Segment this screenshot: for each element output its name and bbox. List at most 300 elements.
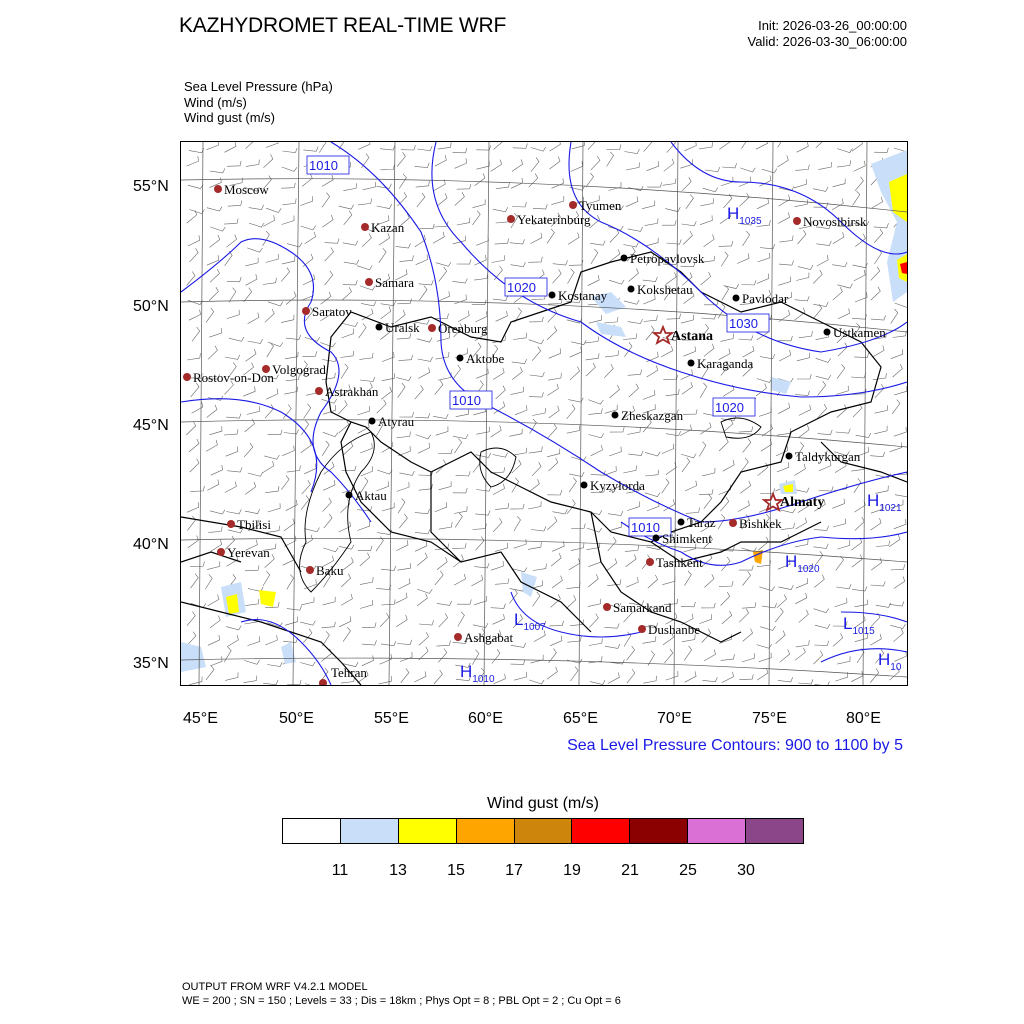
- wind-barb: [642, 201, 655, 209]
- wind-barb: [646, 352, 658, 362]
- wind-barb: [398, 192, 407, 206]
- wind-barb: [419, 280, 434, 285]
- wind-barb: [775, 608, 783, 622]
- city-rostov-on-don: [183, 370, 274, 385]
- wind-barb: [245, 419, 255, 432]
- wind-barb: [473, 199, 486, 207]
- wind-barb: [721, 334, 734, 342]
- wind-barb: [567, 582, 581, 588]
- wind-barb: [628, 319, 643, 324]
- wind-barb: [417, 553, 427, 566]
- wind-barb: [743, 231, 750, 246]
- wind-barb: [837, 656, 850, 664]
- wind-barb: [190, 486, 204, 492]
- wind-barb: [552, 541, 564, 551]
- wind-barb: [471, 575, 482, 586]
- wind-barb: [645, 493, 660, 497]
- wind-barb: [756, 384, 767, 396]
- wind-barb: [244, 443, 253, 457]
- isobar-label: 1010: [309, 158, 338, 173]
- wind-barb: [570, 347, 582, 357]
- svg-text:Zheskazgan: Zheskazgan: [621, 408, 684, 423]
- wind-barb: [737, 253, 749, 263]
- wind-barb: [624, 149, 639, 154]
- wind-barb: [814, 609, 829, 613]
- wind-barb: [740, 193, 750, 206]
- wind-barb: [874, 249, 881, 264]
- wind-barb: [871, 315, 886, 320]
- wind-barb: [835, 672, 847, 681]
- pressure-centers: [460, 204, 902, 685]
- wind-barb: [225, 355, 240, 360]
- wind-barb: [780, 236, 794, 243]
- wind-barb: [721, 557, 730, 571]
- wind-barb: [719, 241, 733, 246]
- wind-barb: [553, 260, 568, 265]
- wind-barb: [304, 464, 316, 474]
- wind-barb: [437, 601, 452, 606]
- wind-barb: [456, 471, 471, 476]
- wind-barb: [188, 536, 199, 548]
- wind-barb: [876, 541, 890, 547]
- wind-barb: [282, 216, 294, 225]
- wind-barb: [589, 614, 598, 628]
- wind-barb: [837, 364, 845, 378]
- wind-barb: [532, 462, 541, 476]
- wind-barb: [245, 482, 256, 494]
- wind-barb: [205, 574, 212, 589]
- wind-barb: [419, 484, 433, 490]
- wind-barb: [814, 575, 824, 588]
- wind-barb: [836, 429, 851, 434]
- wind-barb: [476, 145, 490, 150]
- svg-text:Tehran: Tehran: [331, 665, 367, 680]
- wind-barb: [627, 502, 639, 511]
- wind-barb: [796, 273, 809, 281]
- wind-barb: [589, 638, 602, 645]
- lat-label-35: 35°N: [133, 655, 169, 672]
- wind-barb: [854, 270, 866, 281]
- wind-barb: [532, 347, 540, 361]
- wind-barb: [360, 577, 373, 585]
- wind-barb: [263, 680, 278, 685]
- wind-barb: [436, 640, 450, 646]
- lon-label-60: 60°E: [468, 710, 503, 727]
- wind-barb: [325, 239, 340, 244]
- svg-text:Baku: Baku: [316, 563, 344, 578]
- wind-barb: [303, 629, 312, 643]
- wind-barb: [207, 207, 222, 211]
- isobar-label: 1020: [507, 280, 536, 295]
- legend-label: 19: [563, 862, 581, 879]
- wind-barb: [380, 654, 392, 664]
- wind-barb: [381, 599, 395, 605]
- wind-barb: [396, 376, 411, 380]
- wind-barb: [796, 640, 810, 647]
- wind-barb: [550, 142, 561, 151]
- wind-barb: [610, 229, 619, 243]
- wind-barb: [741, 142, 748, 149]
- wind-barb: [571, 161, 583, 171]
- wind-barb: [856, 433, 871, 438]
- wind-barb: [890, 624, 905, 628]
- wind-barb: [496, 386, 506, 399]
- city-markers: [183, 182, 886, 685]
- wind-barb: [322, 215, 333, 227]
- wind-barb: [266, 389, 278, 400]
- wind-barb: [894, 519, 906, 529]
- wind-barb: [263, 278, 277, 285]
- wind-barb: [778, 142, 785, 148]
- wind-barb: [591, 249, 598, 264]
- wind-barb: [452, 543, 466, 549]
- wind-barb: [496, 311, 508, 321]
- wind-barb: [268, 503, 280, 512]
- wind-barb: [188, 184, 203, 188]
- wind-barb: [514, 672, 527, 680]
- wind-barb: [416, 255, 428, 265]
- city-tashkent: [646, 555, 703, 570]
- wind-barb: [757, 198, 769, 209]
- contour-note: Sea Level Pressure Contours: 900 to 1100 by 5: [567, 737, 903, 754]
- wind-barb: [894, 386, 907, 395]
- wind-barb: [605, 351, 619, 357]
- wind-barb: [419, 286, 427, 301]
- wind-barb: [568, 269, 575, 284]
- wind-barb: [704, 235, 715, 247]
- wind-barb: [777, 595, 787, 608]
- wind-barb: [283, 198, 297, 204]
- wind-barb: [210, 510, 225, 514]
- wind-barb: [245, 509, 260, 513]
- wind-barb: [189, 677, 202, 685]
- wind-barb: [813, 544, 828, 549]
- wind-barb: [415, 541, 427, 551]
- wind-barb: [530, 372, 545, 377]
- wind-barb: [415, 529, 430, 534]
- wind-barb: [836, 386, 848, 395]
- wind-barb: [779, 261, 794, 266]
- wind-barb: [245, 565, 259, 570]
- pressure-center: $H_{1035}$: [727, 204, 762, 227]
- legend-swatch: [283, 819, 341, 843]
- wind-barb: [529, 680, 544, 684]
- svg-text:Aktau: Aktau: [355, 488, 387, 503]
- wind-barb: [799, 331, 813, 338]
- wind-barb: [229, 288, 236, 303]
- wind-barb: [416, 435, 431, 439]
- wind-barb: [794, 179, 807, 188]
- wind-barb: [285, 617, 298, 626]
- wind-barb: [493, 518, 502, 532]
- page-title: KAZHYDROMET REAL-TIME WRF: [179, 14, 507, 37]
- wind-barb: [549, 348, 561, 358]
- wind-barb: [226, 509, 241, 514]
- wind-barb: [682, 458, 690, 472]
- wind-barb: [224, 429, 238, 435]
- wind-barb: [400, 471, 415, 475]
- wind-barb: [818, 381, 826, 395]
- wind-barb: [187, 272, 195, 286]
- wind-barb: [742, 653, 754, 662]
- field-gust: Wind gust (m/s): [184, 110, 276, 125]
- wind-barb: [757, 378, 772, 382]
- wind-barb: [833, 232, 844, 244]
- wind-barb: [644, 315, 658, 321]
- wind-barb: [265, 635, 277, 645]
- wind-barb: [663, 179, 677, 186]
- svg-text:Kokshetau: Kokshetau: [637, 282, 693, 297]
- lon-label-70: 70°E: [657, 710, 692, 727]
- wind-barb: [895, 303, 907, 307]
- wind-barb: [491, 604, 506, 609]
- wind-barb: [604, 317, 618, 323]
- wind-barb: [287, 606, 302, 611]
- wind-barb: [547, 384, 558, 396]
- wind-barb: [529, 174, 538, 188]
- wind-barb: [322, 193, 329, 208]
- svg-text:Petropavlovsk: Petropavlovsk: [630, 251, 705, 266]
- wind-barb: [588, 275, 600, 286]
- wind-barb: [700, 198, 713, 205]
- wind-barb: [781, 523, 795, 530]
- wind-barb: [224, 647, 231, 662]
- wind-barb: [493, 368, 504, 380]
- field-list: [184, 79, 333, 126]
- wind-barb: [895, 651, 907, 661]
- svg-text:Bishkek: Bishkek: [739, 516, 782, 531]
- wind-barb: [814, 526, 829, 531]
- wind-barb: [435, 381, 443, 395]
- wind-barb: [817, 255, 828, 266]
- legend-colorbar: [282, 818, 804, 844]
- wind-barb: [439, 481, 452, 489]
- wind-barb: [493, 207, 508, 212]
- wind-barb: [664, 649, 672, 663]
- wind-barb: [571, 340, 586, 344]
- wind-barb: [494, 674, 506, 684]
- wind-barb: [510, 504, 524, 509]
- wind-barb: [453, 365, 461, 379]
- wind-barb: [609, 522, 622, 531]
- pressure-center: $H_{1020}$: [785, 552, 820, 575]
- wind-barb: [549, 406, 560, 418]
- wind-barb: [206, 440, 217, 451]
- wind-barb: [438, 449, 452, 454]
- wind-barb: [380, 165, 394, 170]
- svg-text:Moscow: Moscow: [224, 182, 269, 197]
- wind-barb: [778, 403, 790, 414]
- wind-barb: [759, 587, 774, 591]
- wind-barb: [208, 595, 219, 606]
- wind-barb: [208, 396, 223, 400]
- wind-barb: [683, 409, 697, 414]
- wind-barb: [359, 324, 367, 339]
- wind-barb: [852, 555, 862, 568]
- wind-barb: [684, 646, 691, 661]
- wind-barb: [377, 470, 392, 474]
- wind-barb: [304, 404, 311, 419]
- wind-barb: [226, 447, 238, 457]
- legend-swatch: [399, 819, 457, 843]
- wind-barb: [343, 557, 353, 570]
- wind-barb: [590, 680, 605, 684]
- wind-barb: [587, 510, 602, 514]
- wind-barb: [778, 677, 793, 682]
- wind-barb: [549, 621, 563, 626]
- wind-barb: [629, 384, 639, 397]
- wind-barb: [439, 522, 452, 529]
- wind-barb: [777, 428, 791, 435]
- city-astrakhan: [315, 384, 379, 399]
- wind-barb: [531, 655, 544, 663]
- wind-barb: [282, 167, 297, 171]
- wind-barb: [246, 160, 260, 167]
- wind-barb: [666, 431, 681, 436]
- svg-text:Taraz: Taraz: [687, 515, 716, 530]
- wind-barb: [818, 162, 831, 170]
- wind-barb: [472, 524, 486, 530]
- wind-barb: [362, 622, 376, 627]
- wind-barb: [871, 287, 881, 300]
- wind-barb: [338, 400, 347, 414]
- wind-barb: [870, 518, 881, 530]
- wind-barb: [323, 432, 338, 436]
- wind-barb: [434, 179, 445, 190]
- svg-text:Yerevan: Yerevan: [227, 545, 270, 560]
- wind-barb: [588, 574, 598, 587]
- wind-barb: [702, 468, 715, 476]
- wind-barb: [457, 259, 471, 264]
- legend-swatch: [688, 819, 746, 843]
- wind-barb: [704, 650, 715, 661]
- wind-barb: [588, 400, 603, 405]
- wind-barb: [628, 369, 642, 375]
- wind-barb: [490, 425, 501, 437]
- wind-barb: [662, 220, 676, 225]
- wind-barb: [186, 422, 195, 436]
- wind-barb: [701, 603, 715, 608]
- wind-barb: [605, 624, 620, 629]
- wind-barb: [760, 488, 774, 493]
- wind-barb: [417, 589, 432, 593]
- wind-barb: [362, 640, 377, 645]
- wind-barb: [665, 207, 680, 211]
- wind-barb: [528, 502, 541, 510]
- wind-barb: [495, 579, 509, 585]
- svg-text:Dushanbe: Dushanbe: [648, 622, 700, 637]
- svg-text:Kazan: Kazan: [371, 220, 405, 235]
- wind-barb: [837, 284, 852, 288]
- wind-barb: [189, 248, 198, 262]
- wind-barb: [207, 479, 219, 490]
- wind-barb: [816, 241, 831, 246]
- wind-barb: [265, 309, 274, 322]
- wind-barb: [723, 419, 733, 432]
- wind-barb: [263, 154, 273, 167]
- city-astana: [654, 327, 713, 344]
- wind-barb: [705, 167, 720, 172]
- wind-barb: [189, 439, 199, 452]
- wind-barb: [547, 326, 557, 339]
- wind-barb: [227, 161, 241, 166]
- wind-barb: [192, 327, 200, 341]
- wind-barb: [300, 662, 315, 666]
- city-atyrau: [369, 414, 415, 429]
- wind-barb: [187, 612, 195, 626]
- wind-barb: [343, 241, 358, 246]
- svg-text:Atyrau: Atyrau: [378, 414, 415, 429]
- wind-barb: [704, 574, 714, 587]
- wind-barb: [438, 291, 450, 301]
- wind-barb: [244, 676, 257, 683]
- wind-barb: [187, 632, 196, 646]
- wind-barb: [547, 229, 554, 244]
- wind-barb: [610, 427, 624, 432]
- wind-barb: [476, 369, 488, 379]
- wind-barb: [324, 514, 332, 528]
- wind-barb: [722, 672, 734, 683]
- pressure-center: $H_{1021}$: [867, 491, 902, 514]
- wind-barb: [567, 405, 575, 419]
- svg-text:Yekaterinburg: Yekaterinburg: [517, 212, 591, 227]
- wind-barb: [514, 448, 527, 455]
- legend-swatch: [515, 819, 573, 843]
- isobar-label: 1010: [631, 520, 660, 535]
- wind-barb: [779, 350, 791, 361]
- city-shimkent: [653, 531, 713, 546]
- wind-barb: [548, 458, 558, 471]
- wind-barb: [590, 215, 600, 228]
- wind-barb: [704, 300, 718, 305]
- wind-barb: [740, 481, 750, 494]
- init-time: Init: 2026-03-26_00:00:00: [758, 18, 907, 33]
- wind-barb: [569, 260, 583, 265]
- city-petropavlovsk: [621, 251, 705, 266]
- wind-barb: [814, 641, 829, 646]
- wind-barb: [435, 155, 447, 166]
- lat-label-45: 45°N: [133, 417, 169, 434]
- wind-barb: [266, 142, 278, 148]
- wind-barb: [514, 516, 521, 531]
- wind-barb: [813, 270, 822, 284]
- city-novosibirsk: [793, 214, 867, 229]
- wind-barb: [358, 199, 372, 205]
- wind-barb: [476, 453, 491, 457]
- wind-barb: [417, 193, 425, 207]
- wind-barb: [833, 633, 843, 646]
- wind-barb: [836, 584, 851, 589]
- field-wind: Wind (m/s): [184, 94, 247, 110]
- wind-barb: [662, 576, 675, 584]
- lon-label-50: 50°E: [279, 710, 314, 727]
- wind-barb: [533, 564, 547, 571]
- wind-barb: [263, 215, 274, 226]
- wind-barb: [512, 159, 523, 171]
- wind-barb: [742, 602, 756, 608]
- wind-barb: [795, 593, 807, 604]
- wind-barb: [798, 265, 813, 269]
- valid-time: Valid: 2026-03-30_06:00:00: [747, 34, 907, 49]
- wind-barb: [719, 438, 728, 452]
- wind-barb: [701, 272, 711, 285]
- wind-barb: [623, 243, 638, 248]
- wind-barb: [588, 599, 601, 607]
- city-taldykurgan: [786, 449, 861, 464]
- wind-barb: [645, 452, 660, 456]
- wind-barb: [455, 192, 465, 205]
- wind-barb: [739, 426, 753, 432]
